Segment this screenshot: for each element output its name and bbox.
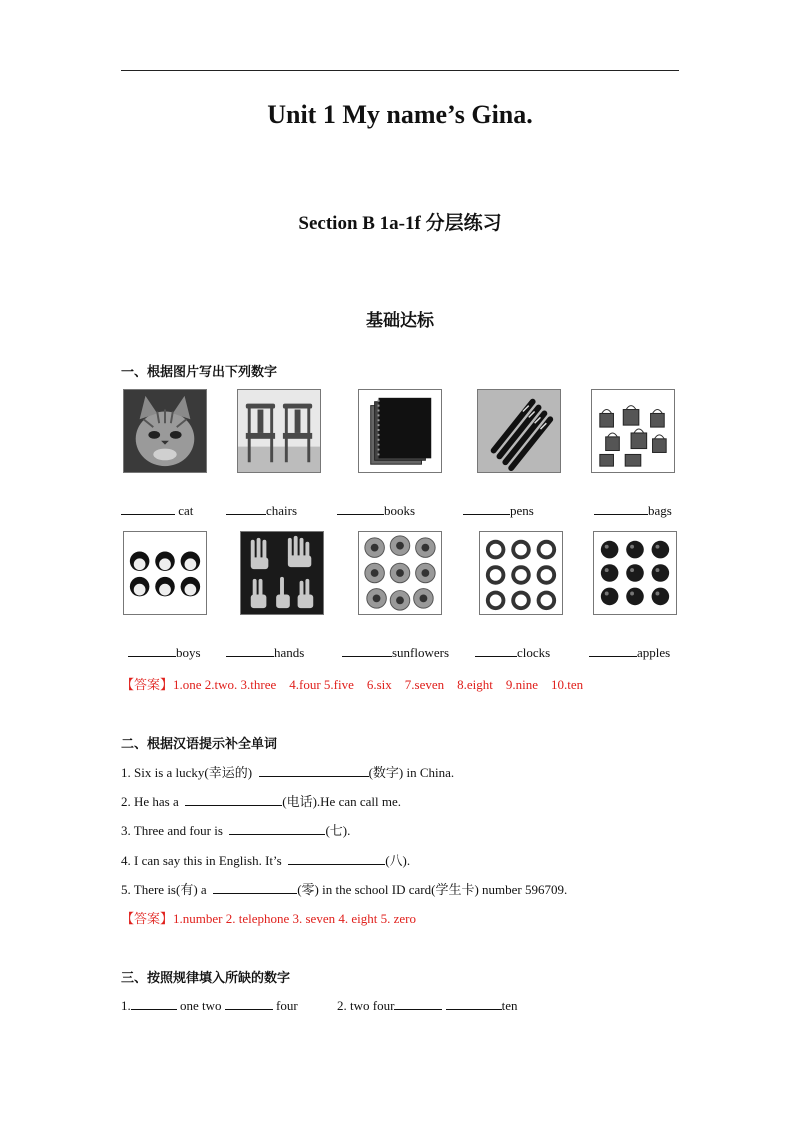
hands-photo: [240, 531, 324, 615]
question-2-4: 4. I can say this in English. It’s (八).: [121, 853, 411, 868]
chairs-photo: [237, 389, 321, 473]
blank-line[interactable]: [128, 644, 176, 657]
section2-answer: 【答案】1.number 2. telephone 3. seven 4. eight 5. zero: [121, 911, 416, 926]
books-photo: [358, 389, 442, 473]
blank-line[interactable]: [131, 997, 177, 1010]
caption-bags: bags: [594, 502, 672, 519]
blank-line[interactable]: [337, 502, 384, 515]
boys-photo: [123, 531, 207, 615]
blank-line[interactable]: [594, 502, 648, 515]
clocks-photo: [479, 531, 563, 615]
pens-photo: [477, 389, 561, 473]
caption-sunflowers: sunflowers: [342, 644, 449, 661]
blank-line[interactable]: [288, 852, 385, 865]
blank-line[interactable]: [121, 502, 175, 515]
caption-apples: apples: [589, 644, 670, 661]
blank-line[interactable]: [226, 502, 266, 515]
blank-line[interactable]: [342, 644, 392, 657]
cat-photo: [123, 389, 207, 473]
caption-boys: boys: [128, 644, 201, 661]
caption-chairs: chairs: [226, 502, 297, 519]
sunflowers-photo: [358, 531, 442, 615]
section1-answer: 【答案】1.one 2.two. 3.three 4.four 5.five 6.six 7.seven 8.eight 9.nine 10.ten: [121, 677, 584, 692]
blank-line[interactable]: [226, 644, 274, 657]
caption-pens: pens: [463, 502, 534, 519]
section-subtitle: Section B 1a-1f 分层练习: [298, 213, 502, 234]
caption-books: books: [337, 502, 415, 519]
section1-heading: 一、根据图片写出下列数字: [121, 365, 278, 380]
question-2-5: 5. There is(有) a (零) in the school ID card(学生卡) number 596709.: [121, 882, 568, 897]
question-2-1: 1. Six is a lucky(幸运的) (数字) in China.: [121, 765, 455, 780]
page-title: Unit 1 My name’s Gina.: [267, 100, 533, 129]
caption-hands: hands: [226, 644, 304, 661]
caption-cat: cat: [121, 502, 193, 519]
section3-heading: 三、按照规律填入所缺的数字: [121, 971, 291, 986]
blank-line[interactable]: [394, 997, 442, 1010]
blank-line[interactable]: [229, 822, 325, 835]
blank-line[interactable]: [463, 502, 510, 515]
blank-line[interactable]: [259, 764, 369, 777]
blank-line[interactable]: [589, 644, 637, 657]
header-rule: [121, 70, 679, 71]
question-2-3: 3. Three and four is (七).: [121, 823, 351, 838]
blank-line[interactable]: [185, 793, 282, 806]
section2-heading: 二、根据汉语提示补全单词: [121, 737, 278, 752]
bags-photo: [591, 389, 675, 473]
apples-photo: [593, 531, 677, 615]
question-2-2: 2. He has a (电话).He can call me.: [121, 794, 402, 809]
blank-line[interactable]: [475, 644, 517, 657]
level-heading: 基础达标: [366, 311, 434, 331]
caption-clocks: clocks: [475, 644, 550, 661]
blank-line[interactable]: [213, 881, 297, 894]
question-3-2: 2. two four ten: [337, 998, 518, 1013]
question-3-1: 1. one two four: [121, 998, 298, 1013]
blank-line[interactable]: [446, 997, 502, 1010]
blank-line[interactable]: [225, 997, 273, 1010]
